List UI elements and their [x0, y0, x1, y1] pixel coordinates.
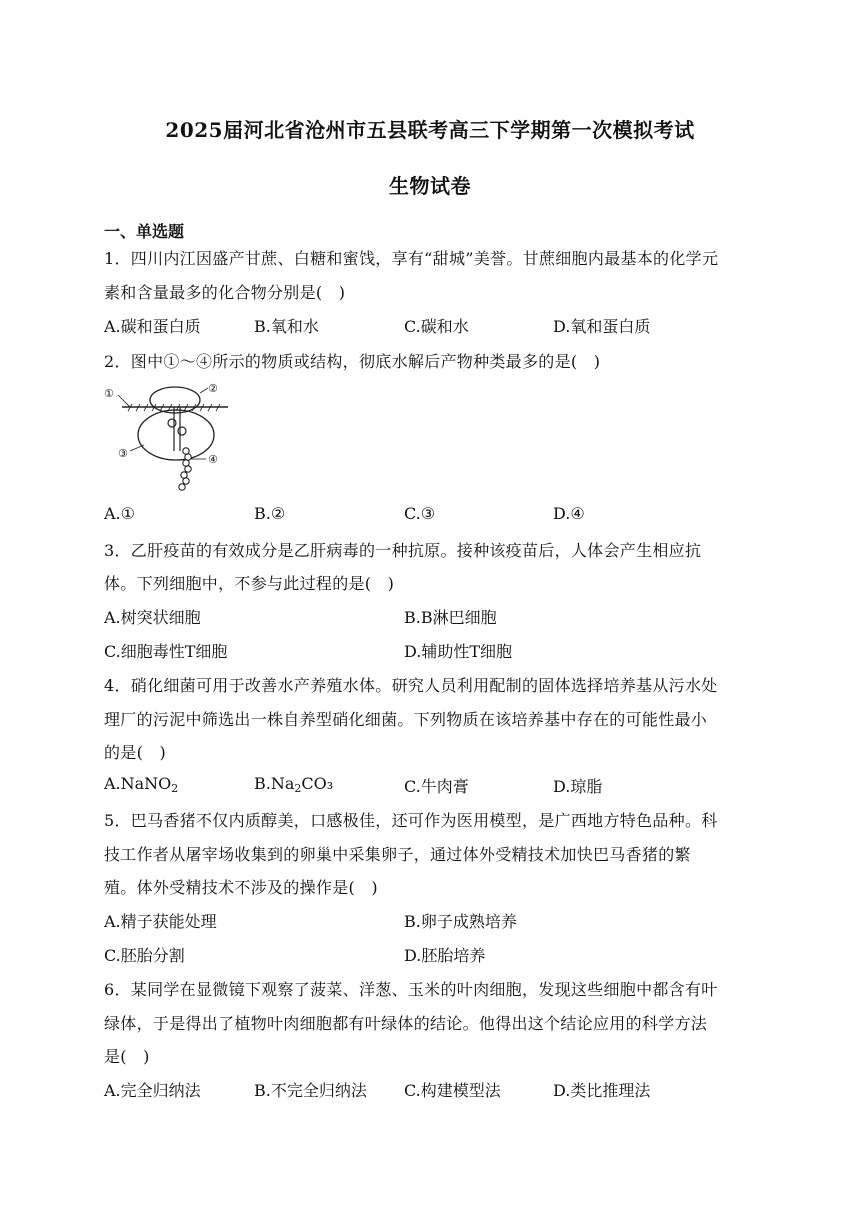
q3-option-b: B.B淋巴细胞	[404, 608, 497, 627]
question-3-line-2: 体。下列细胞中，不参与此过程的是( )	[104, 574, 395, 593]
question-4-line-1: 4．硝化细菌可用于改善水产养殖水体。研究人员利用配制的固体选择培养基从污水处	[104, 676, 718, 695]
q4-option-c: C.牛肉膏	[404, 777, 469, 796]
q5-option-a: A.精子获能处理	[104, 912, 217, 931]
figure-label-1: ①	[104, 387, 114, 400]
q2-option-d: D.④	[553, 504, 585, 523]
q1-option-d: D.氧和蛋白质	[553, 317, 651, 336]
q5-option-b: B.卵子成熟培养	[404, 912, 517, 931]
q4-option-b-tail: CO₃	[301, 774, 334, 793]
q4-option-d: D.琼脂	[553, 777, 603, 796]
q4-option-a-main: A.NaNO	[104, 774, 172, 793]
leader-lines	[118, 388, 208, 459]
q2-option-c: C.③	[404, 504, 436, 523]
q4-option-b-main: B.Na	[254, 774, 295, 793]
question-1-line-1: 1．四川内江因盛产甘蔗、白糖和蜜饯，享有“甜城”美誉。甘蔗细胞内最基本的化学元	[104, 249, 719, 268]
question-6-line-1: 6．某同学在显微镜下观察了菠菜、洋葱、玉米的叶肉细胞，发现这些细胞中都含有叶	[104, 980, 718, 999]
exam-subtitle: 生物试卷	[389, 174, 471, 198]
question-5-line-3: 殖。体外受精技术不涉及的操作是( )	[104, 878, 378, 897]
lower-ellipse	[138, 410, 214, 460]
q6-option-c: C.构建模型法	[404, 1081, 501, 1100]
figure-label-3: ③	[118, 447, 128, 460]
question-2-line-1: 2．图中①～④所示的物质或结构，彻底水解后产物种类最多的是( )	[104, 352, 601, 371]
bead-chain	[179, 448, 191, 490]
q4-option-a	[104, 774, 178, 795]
question-4-line-3: 的是( )	[104, 743, 166, 762]
upper-ellipse	[150, 387, 200, 413]
section-heading: 一、单选题	[104, 222, 185, 241]
q4-option-b	[254, 774, 333, 795]
q6-option-b: B.不完全归纳法	[254, 1081, 367, 1100]
q3-option-a: A.树突状细胞	[104, 608, 201, 627]
q3-option-d: D.辅助性T细胞	[404, 642, 513, 661]
exam-title: 2025届河北省沧州市五县联考高三下学期第一次模拟考试	[165, 118, 695, 142]
question-5-line-2: 技工作者从屠宰场收集到的卵巢中采集卵子，通过体外受精技术加快巴马香猪的繁	[104, 845, 691, 864]
question-1-line-2: 素和含量最多的化合物分别是( )	[104, 283, 346, 302]
q4-option-a-sub: 2	[171, 782, 179, 795]
q5-option-c: C.胚胎分割	[104, 946, 185, 965]
q6-option-d: D.类比推理法	[553, 1081, 651, 1100]
q4-option-b-sub: 2	[294, 782, 302, 795]
q3-option-c: C.细胞毒性T细胞	[104, 642, 228, 661]
membrane-structure-figure	[100, 383, 230, 495]
q1-option-a: A.碳和蛋白质	[104, 317, 201, 336]
q6-option-a: A.完全归纳法	[104, 1081, 201, 1100]
figure-label-2: ②	[208, 383, 218, 395]
q1-option-c: C.碳和水	[404, 317, 469, 336]
q2-option-a: A.①	[104, 504, 135, 523]
question-5-line-1: 5．巴马香猪不仅内质醇美，口感极佳，还可作为医用模型，是广西地方特色品种。科	[104, 811, 718, 830]
q1-option-b: B.氧和水	[254, 317, 319, 336]
question-3-line-1: 3．乙肝疫苗的有效成分是乙肝病毒的一种抗原。接种该疫苗后，人体会产生相应抗	[104, 541, 702, 560]
question-6-line-3: 是( )	[104, 1047, 150, 1066]
q5-option-d: D.胚胎培养	[404, 946, 486, 965]
question-4-line-2: 理厂的污泥中筛选出一株自养型硝化细菌。下列物质在该培养基中存在的可能性最小	[104, 710, 708, 729]
question-6-line-2: 绿体，于是得出了植物叶肉细胞都有叶绿体的结论。他得出这个结论应用的科学方法	[104, 1014, 708, 1033]
figure-label-4: ④	[208, 453, 218, 466]
q2-option-b: B.②	[254, 504, 286, 523]
